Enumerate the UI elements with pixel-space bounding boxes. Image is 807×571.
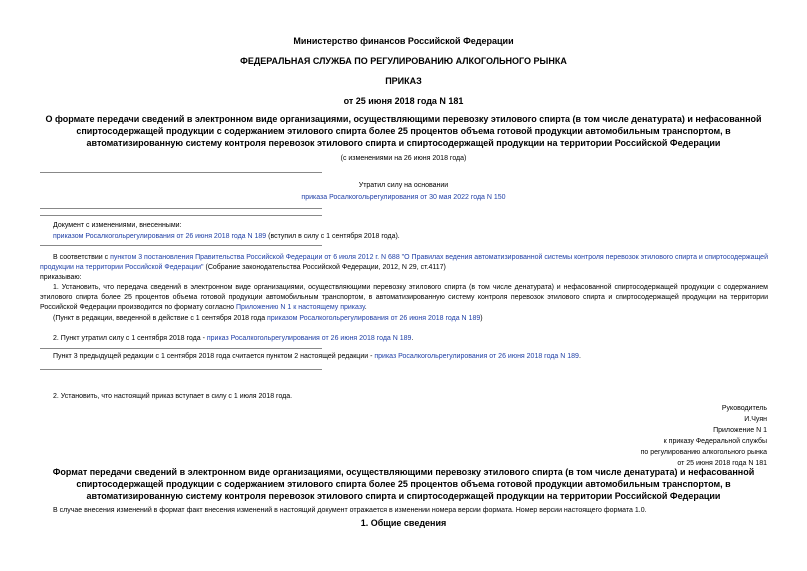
divider <box>40 348 322 349</box>
changes-doc-suffix: (вступил в силу с 1 сентября 2018 года). <box>266 233 400 240</box>
agency-name: ФЕДЕРАЛЬНАЯ СЛУЖБА ПО РЕГУЛИРОВАНИЮ АЛКОГОЛЬНОГО РЫНКА <box>240 56 567 66</box>
appendix-line-3: по регулированию алкогольного рынка <box>640 449 767 456</box>
divider <box>40 172 322 173</box>
preamble-link[interactable]: пунктом 3 постановления Правительства Российской Федерации от 6 июля 2012 г. N 688 "О Правилах ведения автоматизированной системы контроля перевозок этилового спирта и спиртосодержащей продукции на территории Российской Федерации" <box>40 254 768 271</box>
doc-title: О формате передачи сведений в электронном виде организациями, осуществляющими перевозку этилового спирта (в том числе денатурата) и нефасованной спиртосодержащей продукции с содержанием этилового спирта более 25 процентов объема готовой продукции автомобильным транспортом, в автоматизированную систему контроля перевозок этилового спирта и спиртосодержащей продукции на территории Российской Федерации <box>45 114 762 148</box>
changes-doc-link[interactable]: приказом Росалкогольрегулирования от 26 июня 2018 года N 189 <box>53 233 267 240</box>
item2-old-link[interactable]: приказ Росалкогольрегулирования от 26 июня 2018 года N 189 <box>206 335 412 342</box>
repeal-line: Утратил силу на основании <box>358 182 449 189</box>
item1-note-text: (Пункт в редакции, введенной в действие с 1 сентября 2018 года <box>53 315 268 322</box>
changes-doc-label: Документ с изменениями, внесенными: <box>53 222 182 229</box>
appendix-line-1: Приложение N 1 <box>713 427 767 434</box>
item2-effective: 2. Установить, что настоящий приказ вступает в силу с 1 июля 2018 года. <box>53 393 293 400</box>
amendments-note: (с изменениями на 26 июня 2018 года) <box>340 155 467 162</box>
item1-note-end: ) <box>480 315 483 322</box>
preamble-source: (Собрание законодательства Российской Федерации, 2012, N 29, ст.4117) <box>203 264 446 271</box>
divider <box>40 369 322 370</box>
doc-type: ПРИКАЗ <box>385 76 422 86</box>
divider <box>40 208 322 209</box>
repeal-link[interactable]: приказа Росалкогольрегулирования от 30 мая 2022 года N 150 <box>301 194 506 201</box>
item1-note <box>53 314 753 324</box>
item3-note-text: Пункт 3 предыдущей редакции с 1 сентября 2018 года считается пунктом 2 настоящей редакции - <box>53 353 375 360</box>
order-word: приказываю: <box>40 274 82 281</box>
format-intro: В случае внесения изменений в формат факт внесения изменений в настоящий документ отражается в изменении номера версии формата. Номер версии настоящего формата 1.0. <box>53 507 647 514</box>
section-heading: 1. Общие сведения <box>360 518 447 528</box>
item1-note-link[interactable]: приказом Росалкогольрегулирования от 26 июня 2018 года N 189 <box>267 315 481 322</box>
doc-date-number: от 25 июня 2018 года N 181 <box>343 96 464 106</box>
format-title: Формат передачи сведений в электронном виде организациями, осуществляющими перевозку этилового спирта (в том числе денатурата) и нефасованной спиртосодержащей продукции с содержанием этилового спирта более 25 процентов объема готовой продукции автомобильным транспортом, в автоматизированную систему контроля перевозок этилового спирта и спиртосодержащей продукции на территории Российской Федерации <box>52 467 755 501</box>
item3-note-link[interactable]: приказ Росалкогольрегулирования от 26 июня 2018 года N 189 <box>374 353 579 360</box>
item3-note-end: . <box>578 353 581 360</box>
item1-text: 1. Установить, что передача сведений в электронном виде организациями, осуществляющими перевозку этилового спирта (в том числе денатурата) и нефасованной спиртосодержащей продукции с содержанием этилового спирта более 25 процентов объема готовой продукции автомобильным транспортом, в автоматизированную систему контроля перевозок этилового спирта и спиртосодержащей продукции на территории Российской Федерации производится по формату согласно <box>40 284 768 311</box>
changes-doc-line <box>53 232 753 242</box>
divider <box>40 215 322 216</box>
item1-link[interactable]: Приложению N 1 к настоящему приказу <box>236 304 365 311</box>
appendix-line-4: от 25 июня 2018 года N 181 <box>677 460 767 467</box>
preamble-paragraph <box>40 253 768 273</box>
item3-note <box>53 352 753 362</box>
item1-end: . <box>364 304 367 311</box>
signature-role: Руководитель <box>721 405 767 412</box>
divider <box>40 245 322 246</box>
item2-old <box>53 334 753 344</box>
appendix-line-2: к приказу Федеральной службы <box>663 438 767 445</box>
signature-name: И.Чуян <box>744 416 767 423</box>
item2-old-end: . <box>411 335 414 342</box>
item1-paragraph <box>40 283 768 313</box>
item2-old-text: 2. Пункт утратил силу с 1 сентября 2018 года - <box>53 335 207 342</box>
ministry-name: Министерство финансов Российской Федерации <box>293 36 514 46</box>
preamble-text: В соответствии с <box>53 254 111 261</box>
